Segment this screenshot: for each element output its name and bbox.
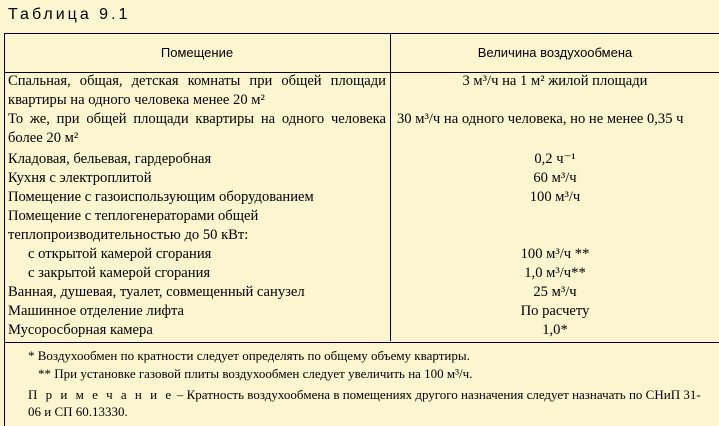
header-air-exchange: Величина воздухообмена: [477, 45, 633, 60]
room-cell: с открытой камерой сгорания: [28, 246, 212, 262]
value-cell: 1,0 м³/ч**: [524, 265, 586, 281]
remark-label: П р и м е ч а н и е: [28, 387, 174, 402]
table-row: [0, 207, 719, 245]
value-cell: 3 м³/ч на 1 м² жилой площади: [462, 73, 648, 89]
table-row: [0, 283, 719, 302]
table-caption: Таблица 9.1: [8, 6, 131, 23]
value-cell: 1,0*: [542, 322, 568, 338]
room-cell: Кладовая, бельевая, гардеробная: [8, 151, 212, 167]
value-cell: 30 м³/ч на одного человека, но не менее 0,35 ч: [397, 111, 684, 127]
room-cell: Помещение с газоиспользующим оборудованием: [8, 189, 314, 205]
value-cell: 100 м³/ч **: [520, 246, 590, 262]
footnote-1: * Воздухообмен по кратности следует определять по общему объему квартиры.: [28, 348, 470, 363]
remark: [28, 386, 708, 420]
room-cell: Ванная, душевая, туалет, совмещенный санузел: [8, 284, 305, 300]
value-cell: 60 м³/ч: [533, 170, 577, 186]
table-row: [0, 321, 719, 340]
value-cell: 100 м³/ч: [529, 189, 581, 205]
footnote-2: ** При установке газовой плиты воздухообмен следует увеличить на 100 м³/ч.: [38, 366, 473, 381]
remark-text: – Кратность воздухообмена в помещениях другого назначения следует назначать по СНиП 31-06 и СП 60.13330.: [28, 387, 701, 419]
table-body: [0, 72, 719, 340]
value-cell: 25 м³/ч: [533, 284, 577, 300]
room-cell: Спальная, общая, детская комнаты при общей площади квартиры на одного человека менее 20 м²: [8, 73, 386, 108]
table-row: [0, 110, 719, 150]
value-cell: 0,2 ч⁻¹: [534, 151, 576, 167]
table-row: [0, 245, 719, 264]
table-row: [0, 188, 719, 207]
table-bottom-border: [4, 342, 719, 343]
table-row: [0, 302, 719, 321]
table-row: [0, 169, 719, 188]
room-cell: Мусоросборная камера: [8, 322, 153, 338]
table-row: [0, 264, 719, 283]
room-cell: Помещение с теплогенераторами общей теплопроизводительностью до 50 кВт:: [8, 208, 259, 243]
table-row: [0, 150, 719, 169]
table-row: [0, 72, 719, 110]
room-cell: с закрытой камерой сгорания: [28, 265, 211, 281]
room-cell: Кухня с электроплитой: [8, 170, 152, 186]
value-cell: По расчету: [520, 303, 590, 319]
room-cell: То же, при общей площади квартиры на одного человека более 20 м²: [8, 111, 386, 146]
room-cell: Машинное отделение лифта: [8, 303, 185, 319]
header-room: Помещение: [160, 45, 234, 60]
